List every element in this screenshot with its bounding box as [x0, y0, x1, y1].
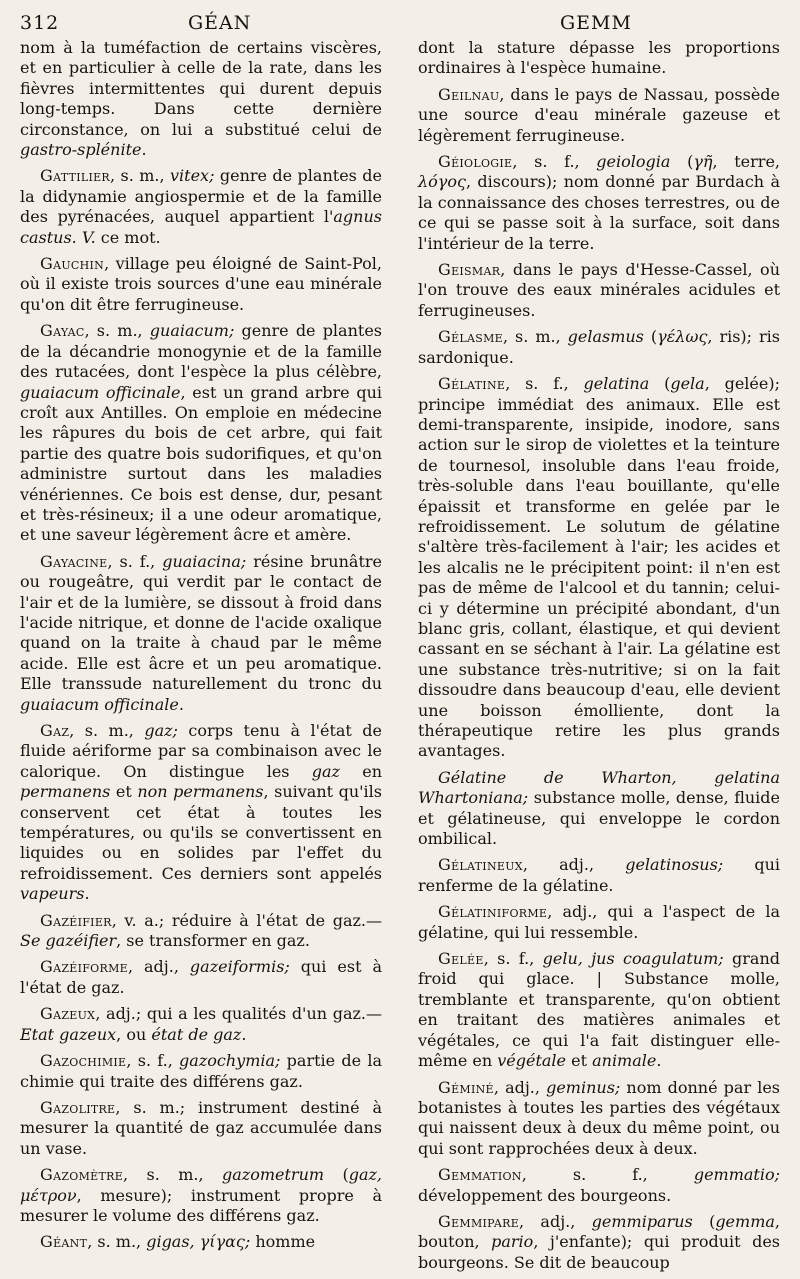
entry-gelatine: [418, 374, 780, 762]
running-header: [20, 10, 786, 38]
entry-wharton: [418, 768, 780, 850]
entry-text: (: [324, 1165, 349, 1185]
entry-gemine: [418, 1078, 780, 1160]
italic-term: λόγος: [418, 172, 466, 192]
entry-text: , adj.,: [493, 1077, 547, 1097]
entry-text: , dans le pays d'Hesse-Cassel, où l'on trouve des eaux minérales acidules et ferrugineuses.: [418, 260, 780, 320]
entry-text: qui est à l'état de gaz.: [20, 957, 383, 997]
entry-text: nom à la tuméfaction de certains viscères, et en particulier à celle de la rate, dans les fièvres intermittentes qui durent depuis long-temps. Dans cette dernière circonstance, on lui a substitué celui de: [20, 38, 382, 139]
entry-text: , s. m.,: [69, 721, 145, 740]
entry-text: , s. f.,: [483, 949, 543, 969]
italic-term: gazochymia;: [179, 1051, 281, 1071]
entry-text: (: [643, 327, 658, 347]
italic-term: permanens: [20, 782, 111, 802]
entry-text: , ou: [116, 1024, 152, 1044]
entry-gazeux: [20, 1004, 382, 1045]
entry-text: dont la stature dépasse les proportions ordinaires à l'espèce humaine.: [418, 38, 780, 78]
left-running-head: GÉAN: [188, 12, 252, 34]
entry-gazochimie: [20, 1051, 382, 1092]
entry-text: , est un grand arbre qui croît aux Antilles. On emploie en médecine les râpures du bois de cet arbre, qui fait partie des quatre bois sudorifiques, et qu'on administre surtout dans les maladies vénériennes. Ce bois est dense, dur, pesant et très-résineux; il a une odeur aromatique, et une saveur légèrement âcre et amère.: [20, 382, 383, 545]
entry-gelee: [418, 949, 780, 1071]
entry-text: , s. f.,: [521, 1165, 694, 1185]
italic-term: γέλως: [657, 327, 708, 347]
entry-geilnau: [418, 85, 780, 146]
headword: Gélatineux: [438, 855, 523, 875]
headword: Gemmipare: [438, 1211, 520, 1231]
entry-text: ce mot.: [95, 227, 161, 247]
italic-term: guaiacum officinale: [20, 694, 179, 714]
entry-text: homme: [250, 1232, 316, 1252]
entry-text: et: [566, 1051, 593, 1071]
headword: Gattilier: [40, 166, 111, 186]
entry-text: substance molle, dense, fluide et gélatineuse, qui enveloppe le cordon ombilical.: [418, 788, 780, 849]
italic-term: gazometrum: [222, 1165, 325, 1185]
italic-term: état de gaz: [151, 1024, 242, 1044]
italic-term: geminus;: [546, 1077, 621, 1097]
entry-text: , s. m.,: [84, 321, 150, 341]
italic-term: gaz: [311, 761, 340, 781]
entry-text: (: [692, 1211, 716, 1231]
entry-geiologie: [418, 152, 780, 254]
headword: Géiologie: [438, 152, 513, 172]
headword: Gélasme: [438, 327, 503, 347]
entry-text: , s. m.; instrument destiné à mesurer la quantité de gaz accumulée dans un vase.: [20, 1097, 382, 1158]
entry-text: , v. a.; réduire à l'état de gaz.—: [111, 910, 382, 930]
entry-text: et: [110, 782, 138, 802]
italic-term: gazeiformis;: [189, 957, 290, 977]
italic-term: pario: [491, 1232, 534, 1252]
entry-gazolitre: [20, 1098, 382, 1159]
italic-term: gaz, μέτρον: [20, 1165, 382, 1205]
italic-term: γῆ: [693, 152, 713, 172]
entry-gemmation: [418, 1165, 780, 1206]
entry-gazometre: [20, 1165, 382, 1226]
italic-term: gemma: [715, 1211, 775, 1231]
headword: Géminé: [438, 1077, 494, 1097]
headword: Gazeux: [40, 1004, 96, 1024]
headword: Gemmation: [438, 1165, 522, 1185]
entry-text: , s. m.,: [110, 166, 170, 186]
entry-geant: [20, 1232, 382, 1252]
page-number: 312: [20, 12, 60, 34]
entry-gazeiforme: [20, 957, 382, 998]
entry-text: .: [141, 140, 147, 160]
italic-term: gelasmus: [567, 327, 644, 347]
entry-text: (: [649, 374, 671, 394]
entry-text: , s. m.,: [87, 1232, 147, 1252]
entry-gauchin: [20, 254, 382, 315]
italic-term: gela: [670, 374, 705, 394]
entry-text: genre de plantes de la décandrie monogynie et de la famille des rutacées, dont l'espèce la plus célèbre,: [20, 321, 383, 382]
entry-text: , suivant qu'ils conservent cet état à toutes les températures, ou qu'ils se convertissent en liquides ou en solides par l'effet du refroidissement. Ces derniers sont appelés: [20, 782, 383, 883]
entry-text: , ris); ris sardonique.: [418, 327, 781, 367]
entry-text: (: [670, 152, 694, 172]
entry-text: qui renferme de la gélatine.: [418, 855, 781, 895]
entry-text: , bouton,: [418, 1211, 780, 1252]
entry-cont: [20, 38, 382, 160]
headword: Gayacine: [40, 551, 108, 571]
entry-text: , dans le pays de Nassau, possède une source d'eau minérale gazeuse et légèrement ferrugineuse.: [418, 84, 780, 145]
headword: Gazolitre: [40, 1097, 116, 1117]
entry-text: , s. f.,: [505, 374, 584, 394]
italic-term: agnus castus. V.: [20, 207, 382, 247]
entry-gemmipare: [418, 1212, 780, 1273]
italic-term: gelatina: [583, 374, 650, 394]
entry-gayacine: [20, 552, 382, 715]
entry-cont2: [418, 38, 780, 79]
headword: Gazéifier: [40, 910, 112, 930]
entry-gaz: [20, 721, 382, 905]
italic-term: gigas, γίγας;: [146, 1232, 251, 1252]
entry-gayac: [20, 321, 382, 545]
entry-text: nom donné par les botanistes à toutes les parties des végétaux qui naissent deux à deux du même point, ou qui sont rapprochées deux à deux.: [418, 1077, 780, 1158]
italic-term: guaiacum;: [149, 321, 235, 341]
entry-text: genre de plantes de la didynamie angiospermie et de la famille des pyrénacées, auquel appartient l': [20, 166, 383, 227]
headword: Gélatiniforme: [438, 902, 548, 922]
entry-text: résine brunâtre ou rougeâtre, qui verdit par le contact de l'air et de la lumière, se dissout à froid dans l'acide nitrique, et donne de l'acide oxalique quand on la traite à chaud par le même acide. Elle est âcre et un peu aromatique. Elle transsude naturellement du tronc du: [20, 551, 382, 694]
entry-text: .: [178, 694, 184, 714]
entry-gelasme: [418, 327, 780, 368]
italic-term: Etat gazeux: [20, 1024, 117, 1044]
entry-text: en: [339, 761, 383, 781]
right-running-head: GEMM: [560, 12, 632, 34]
left-column: [20, 38, 382, 1259]
headword: Gazochimie: [40, 1051, 127, 1071]
entry-text: , terre,: [712, 152, 780, 172]
entry-text: .: [241, 1024, 247, 1044]
entry-text: corps tenu à l'état de fluide aériforme par sa combinaison avec le calorique. On distingue les: [20, 721, 383, 781]
entry-text: , adj., qui a l'aspect de la gélatine, qui lui ressemble.: [418, 902, 780, 942]
entry-text: , s. m.,: [503, 327, 568, 347]
entry-text: .: [656, 1051, 662, 1071]
italic-term: animale: [592, 1051, 657, 1071]
italic-term: Gélatine de Wharton, gelatina Whartoniana;: [418, 767, 780, 808]
entry-text: , village peu éloigné de Saint-Pol, où il existe trois sources d'une eau minérale qu'on dit être ferrugineuse.: [20, 254, 382, 314]
headword: Geilnau: [438, 84, 500, 104]
headword: Gélatine: [438, 374, 506, 394]
entry-text: , adj.,: [127, 957, 190, 977]
headword: Géant: [40, 1232, 88, 1252]
entry-text: , gelée); principe immédiat des animaux. Elle est demi-transparente, insipide, inodore, sans action sur le sirop de violettes et la teinture de tournesol, insoluble dans l'eau froide, très-soluble dans l'eau bouillante, qu'elle épaissit et transforme en gelée par le refroidissement. Le solutum de gélatine s'altère très-facilement à l'air; les acides et les alcalis ne le précipitent point: il n'en est pas de même de l'alcool et du tannin; celui-ci y détermine un précipité abondant, d'un blanc gris, collant, élastique, et qui devient cassant en se séchant à l'air. La gélatine est une substance très-nutritive; si on la fait dissoudre dans beaucoup d'eau, elle devient une boisson émolliente, dont la thérapeutique retire les plus grands avantages.: [418, 374, 780, 761]
right-column: [418, 38, 780, 1279]
entry-text: , adj.; qui a les qualités d'un gaz.—: [95, 1004, 382, 1024]
entry-gelatineux: [418, 855, 780, 896]
italic-term: guaiacina;: [162, 551, 247, 571]
entry-text: grand froid qui glace. | Substance molle, tremblante et transparente, qu'on obtient en traitant des matières animales et végétales, ce qui l'a fait distinguer elle-même en: [418, 949, 780, 1071]
entry-text: .: [84, 884, 90, 904]
entry-text: développement des bourgeons.: [418, 1185, 672, 1205]
italic-term: gaz;: [144, 721, 178, 740]
italic-term: non permanens: [137, 782, 264, 802]
italic-term: Se gazéifier: [20, 931, 117, 951]
entry-text: partie de la chimie qui traite des différens gaz.: [20, 1051, 382, 1091]
entry-gattilier: [20, 166, 382, 248]
headword: Gazomètre: [40, 1165, 124, 1185]
italic-term: vitex;: [170, 166, 215, 186]
italic-term: geiologia: [596, 152, 671, 172]
italic-term: gelu, jus coagulatum;: [542, 949, 724, 969]
italic-term: vapeurs: [20, 884, 85, 904]
italic-term: guaiacum officinale: [20, 382, 181, 402]
entry-text: , se transformer en gaz.: [116, 931, 310, 951]
entry-text: , discours); nom donné par Burdach à la connaissance des choses terrestres, ou de ce qui se passe soit à la surface, soit dans l'intérieur de la terre.: [418, 172, 780, 253]
entry-text: , adj.,: [519, 1211, 592, 1231]
entry-text: , mesure); instrument propre à mesurer le volume des différens gaz.: [20, 1185, 382, 1225]
italic-term: végétale: [497, 1051, 567, 1071]
entry-text: , s. m.,: [123, 1165, 222, 1185]
entry-geismar: [418, 260, 780, 321]
headword: Gelée: [438, 949, 484, 969]
entry-text: , j'enfante); qui produit des bourgeons. Se dit de beaucoup: [418, 1232, 780, 1272]
headword: Gayac: [40, 321, 85, 341]
headword: Gazéiforme: [40, 957, 128, 977]
italic-term: gemmatio;: [693, 1165, 780, 1185]
entry-text: , s. f.,: [107, 551, 163, 571]
italic-term: gemmiparus: [591, 1211, 693, 1231]
italic-term: gelatinosus;: [625, 855, 724, 875]
headword: Gaz: [40, 721, 70, 740]
entry-text: , s. f.,: [512, 152, 597, 172]
entry-text: , s. f.,: [126, 1051, 180, 1071]
headword: Gauchin: [40, 254, 105, 274]
italic-term: gastro-splénite: [20, 140, 142, 160]
entry-gelatiniforme: [418, 902, 780, 943]
headword: Geismar: [438, 260, 501, 280]
entry-text: , adj.,: [522, 855, 626, 875]
entry-gazeifier: [20, 911, 382, 952]
